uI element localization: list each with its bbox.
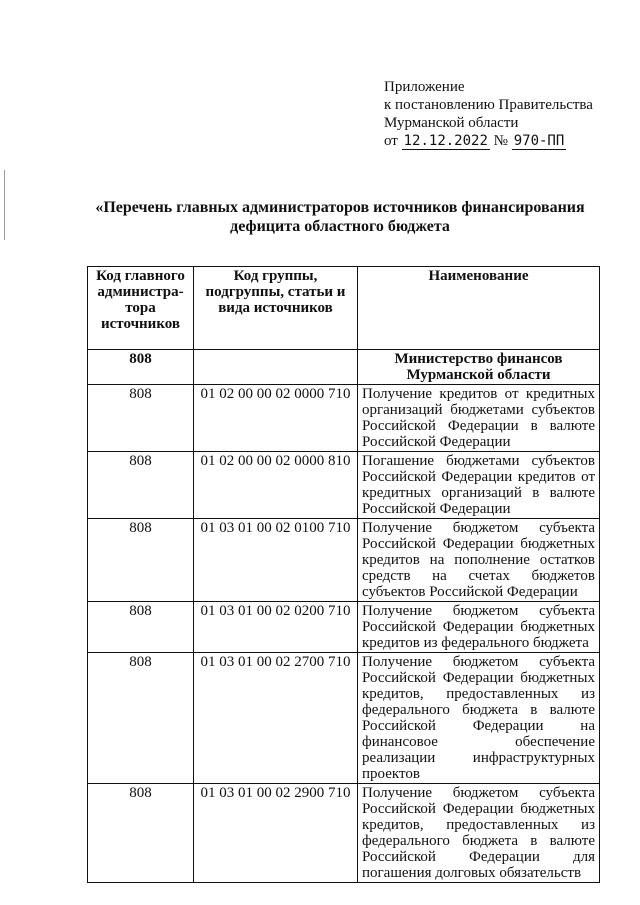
row-name: Получение бюджетом субъекта Российской Федерации бюджетных кредитов, предоставленных из федерального бюджета в валюте Российской Федерации на финансовое обеспечение реализации инфраструктурных проектов: [358, 653, 600, 784]
row-source-code: 01 03 01 00 02 0200 710: [194, 602, 358, 653]
table-row: [88, 519, 600, 602]
resolution-date: 12.12.2022: [403, 133, 488, 149]
number-prefix: №: [493, 133, 508, 149]
document-title-line2: дефицита областного бюджета: [230, 218, 450, 235]
document-title-line1: «Перечень главных администраторов источников финансирования: [95, 199, 585, 216]
row-source-code: 01 03 01 00 02 0100 710: [194, 519, 358, 602]
row-admin-code: 808: [88, 519, 194, 602]
appendix-header: [384, 78, 624, 150]
table-row: [88, 653, 600, 784]
resolution-number: 970-ПП: [513, 133, 565, 149]
header-admin-code: Код главного администра-тора источников: [88, 267, 194, 350]
row-name: Получение бюджетом субъекта Российской Федерации бюджетных кредитов, предоставленных из федерального бюджета в валюте Российской Федерации для погашения долговых обязательств: [358, 784, 600, 883]
row-name: Погашение бюджетами субъектов Российской Федерации кредитов от кредитных организаций в валюте Российской Федерации: [358, 452, 600, 519]
date-prefix: от: [384, 133, 398, 149]
table-row: [88, 452, 600, 519]
document-title: [60, 198, 620, 236]
table-row: [88, 385, 600, 452]
appendix-region: Мурманской области: [384, 115, 519, 131]
row-admin-code: 808: [88, 350, 194, 385]
row-name: Получение бюджетом субъекта Российской Федерации бюджетных кредитов из федерального бюджета: [358, 602, 600, 653]
row-admin-code: 808: [88, 602, 194, 653]
row-admin-code: 808: [88, 452, 194, 519]
appendix-resolution-ref: к постановлению Правительства: [384, 97, 593, 113]
scan-edge-mark: [4, 170, 5, 240]
row-admin-code: 808: [88, 385, 194, 452]
table-header-row: [88, 267, 600, 350]
table-row: [88, 602, 600, 653]
appendix-label: Приложение: [384, 79, 465, 95]
row-name: Получение кредитов от кредитных организаций бюджетами субъектов Российской Федерации в валюте Российской Федерации: [358, 385, 600, 452]
row-source-code: [194, 350, 358, 385]
table-row: [88, 350, 600, 385]
row-source-code: 01 02 00 00 02 0000 710: [194, 385, 358, 452]
table-row: [88, 784, 600, 883]
row-name: Министерство финансов Мурманской области: [358, 350, 600, 385]
header-source-code: Код группы, подгруппы, статьи и вида источников: [194, 267, 358, 350]
row-source-code: 01 03 01 00 02 2700 710: [194, 653, 358, 784]
appendix-date-line: [384, 132, 624, 150]
row-admin-code: 808: [88, 784, 194, 883]
row-source-code: 01 02 00 00 02 0000 810: [194, 452, 358, 519]
sources-table: [87, 266, 600, 883]
row-source-code: 01 03 01 00 02 2900 710: [194, 784, 358, 883]
header-name: Наименование: [358, 267, 600, 350]
row-name: Получение бюджетом субъекта Российской Федерации бюджетных кредитов на пополнение остатков средств на счетах бюджетов субъектов Российской Федерации: [358, 519, 600, 602]
row-admin-code: 808: [88, 653, 194, 784]
